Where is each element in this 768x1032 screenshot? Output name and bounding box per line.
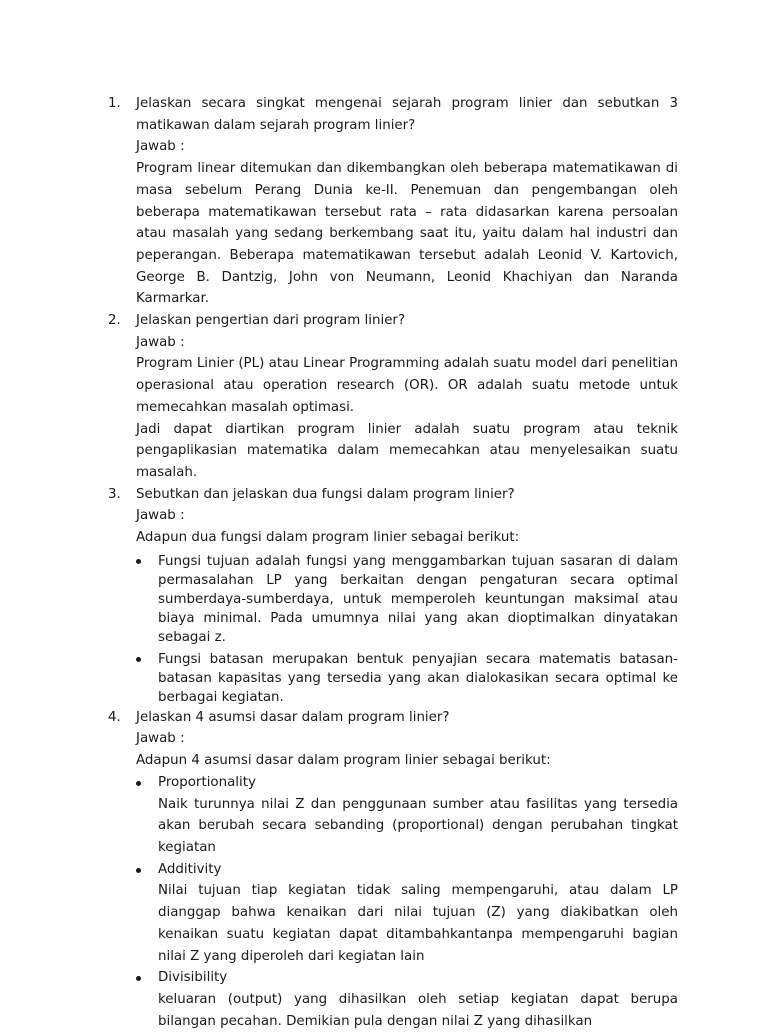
question-number: 4. (108, 709, 121, 725)
list-item (136, 552, 678, 647)
list-item-text: Fungsi tujuan adalah fungsi yang menggambarkan tujuan sasaran di dalam permasalahan LP yang berkaitan dengan pengaturan secara optimal sumberdaya-sumberdaya, untuk memperoleh keuntungan maksimal atau biaya minimal. Pada umumnya nilai yang akan dioptimalkan dinyatakan sebagai z. (158, 553, 678, 645)
bullet-icon (136, 781, 141, 786)
question-text: Jelaskan secara singkat mengenai sejarah program linier dan sebutkan 3 matikawan dalam sejarah program linier? (136, 96, 678, 133)
list-item (136, 650, 678, 707)
answer-label: Jawab : (136, 508, 185, 524)
answer-label: Jawab : (136, 334, 185, 350)
bullet-icon (136, 559, 141, 564)
question-item-1 (108, 93, 678, 310)
list-item-text: Fungsi batasan merupakan bentuk penyajian secara matematis batasan-batasan kapasitas yang tersedia yang akan dialokasikan secara optimal ke berbagai kegiatan. (158, 651, 678, 705)
list-item (136, 859, 678, 968)
answer-text: Program linear ditemukan dan dikembangkan oleh beberapa matematikawan di masa sebelum Perang Dunia ke-II. Penemuan dan pengembangan oleh beberapa matematikawan tersebut rata – rata didasarkan karena persoalan atau masalah yang sedang berkembang saat itu, yaitu dalam hal industri dan peperangan. Beberapa matematikawan tersebut adalah Leonid V. Kartovich, George B. Dantzig, John von Neumann, Leonid Khachiyan dan Naranda Karmarkar. (136, 161, 678, 307)
bullet-icon (136, 868, 141, 873)
question-number: 2. (108, 313, 121, 329)
question-text: Jelaskan pengertian dari program linier? (136, 313, 406, 329)
question-text: Jelaskan 4 asumsi dasar dalam program linier? (136, 709, 450, 725)
question-item-2 (108, 310, 678, 484)
question-list (108, 93, 678, 1032)
question-number: 3. (108, 486, 121, 502)
bullet-list (136, 772, 678, 1032)
question-number: 1. (108, 96, 121, 111)
list-item-title: Additivity (158, 861, 222, 877)
list-item (136, 967, 678, 1032)
list-item-title: Proportionality (158, 774, 256, 790)
bullet-icon (136, 657, 141, 662)
bullet-icon (136, 976, 141, 981)
question-item-3 (108, 484, 678, 707)
answer-paragraph: Program Linier (PL) atau Linear Programming adalah suatu model dari penelitian operasional atau operation research (OR). OR adalah suatu metode untuk memecahkan masalah optimasi. (136, 356, 678, 415)
list-item-text: Naik turunnya nilai Z dan penggunaan sumber atau fasilitas yang tersedia akan berubah secara sebanding (proportional) dengan perubahan tingkat kegiatan (158, 796, 678, 855)
answer-paragraph: Jadi dapat diartikan program linier adalah suatu program atau teknik pengaplikasian matematika dalam memecahkan atau menyelesaikan suatu masalah. (136, 421, 678, 480)
answer-label: Jawab : (136, 139, 185, 155)
question-item-4 (108, 707, 678, 1032)
answer-label: Jawab : (136, 731, 185, 747)
list-item-text: Nilai tujuan tiap kegiatan tidak saling mempengaruhi, atau dalam LP dianggap bahwa kenaikan dari nilai tujuan (Z) yang diakibatkan oleh kenaikan suatu kegiatan dapat ditambahkantanpa mempengaruhi bagian nilai Z yang diperoleh dari kegiatan lain (158, 883, 678, 964)
bullet-list (136, 552, 678, 707)
list-item (136, 772, 678, 859)
list-item-title: Divisibility (158, 970, 228, 986)
list-item-text: keluaran (output) yang dihasilkan oleh setiap kegiatan dapat berupa bilangan pecahan. Demikian pula dengan nilai Z yang dihasilkan (158, 991, 678, 1029)
answer-intro: Adapun 4 asumsi dasar dalam program linier sebagai berikut: (136, 753, 551, 769)
question-text: Sebutkan dan jelaskan dua fungsi dalam program linier? (136, 486, 515, 502)
answer-intro: Adapun dua fungsi dalam program linier sebagai berikut: (136, 530, 520, 546)
